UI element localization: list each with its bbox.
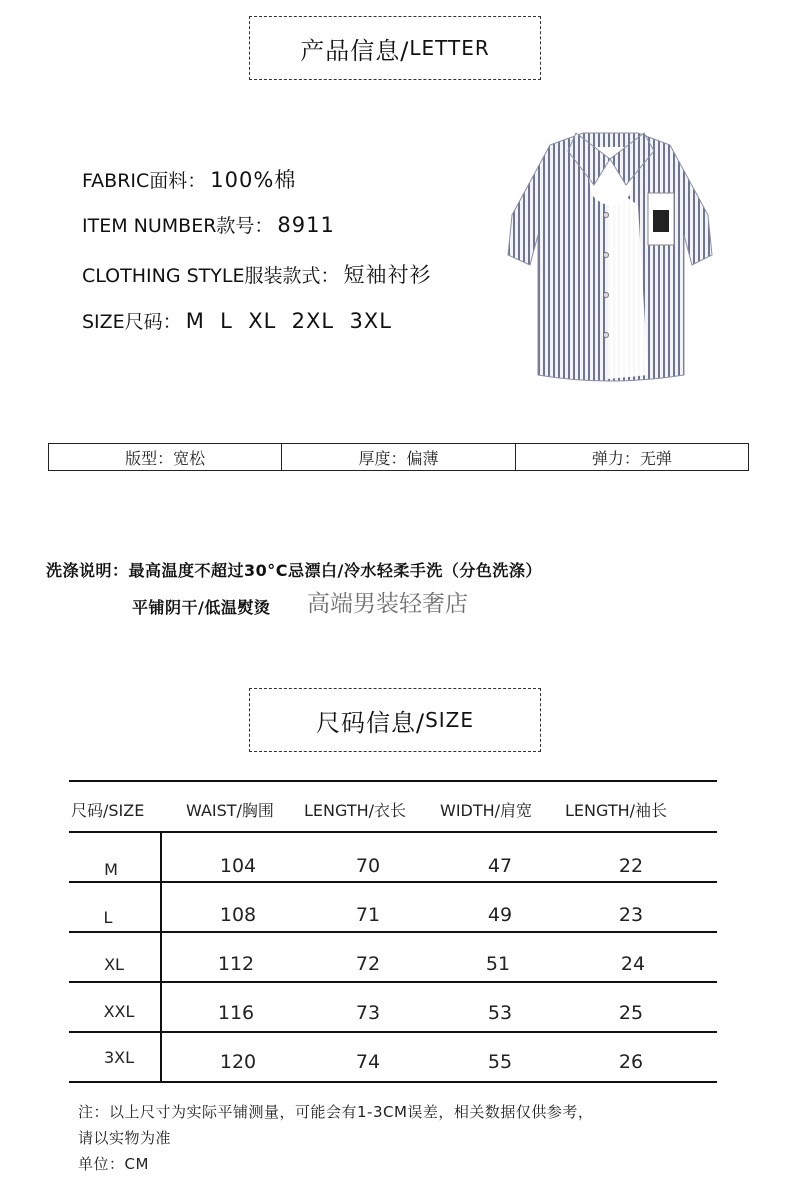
cell-sleeve: 23 — [618, 904, 644, 926]
spec-clothing-style — [82, 259, 431, 289]
cell-width: 51 — [485, 953, 511, 975]
cell-waist: 104 — [219, 855, 257, 877]
cell-sleeve: 26 — [618, 1051, 644, 1073]
table-divider — [160, 832, 162, 1082]
table-rule — [69, 931, 717, 933]
attr-fit: 版型：宽松 — [49, 444, 282, 470]
header-length: LENGTH/衣长 — [304, 801, 407, 820]
table-rule — [69, 831, 717, 833]
header-sleeve: LENGTH/袖长 — [565, 801, 668, 820]
header-waist: WAIST/胸围 — [186, 801, 274, 820]
table-rule — [69, 1081, 717, 1083]
spec-size — [82, 307, 392, 334]
cell-length: 74 — [355, 1051, 381, 1073]
spec-value: 8911 — [277, 213, 335, 237]
spec-value: M L XL 2XL 3XL — [185, 309, 392, 333]
cell-width: 47 — [487, 855, 513, 877]
cell-sleeve: 24 — [620, 953, 646, 975]
note-line1: 注：以上尺寸为实际平铺测量，可能会有1-3CM误差，相关数据仅供参考， — [78, 1103, 594, 1121]
cell-width: 53 — [487, 1002, 513, 1024]
spec-label: CLOTHING STYLE服装款式： — [82, 265, 340, 287]
shirt-image — [498, 125, 724, 387]
spec-label: ITEM NUMBER款号： — [82, 215, 274, 237]
cell-length: 72 — [355, 953, 381, 975]
cell-length: 73 — [355, 1002, 381, 1024]
table-rule — [69, 981, 717, 983]
size-info-title-en: SIZE — [425, 708, 475, 732]
cell-width: 49 — [487, 904, 513, 926]
table-rule — [69, 1031, 717, 1033]
cell-sleeve: 25 — [618, 1002, 644, 1024]
note-line2: 请以实物为准 — [78, 1129, 172, 1147]
size-info-title-cn: 尺码信息/ — [315, 708, 426, 737]
cell-length: 70 — [355, 855, 381, 877]
size-label: L — [103, 908, 113, 927]
table-rule — [69, 780, 717, 782]
product-info-title-en: LETTER — [409, 36, 490, 60]
spec-item-number — [82, 211, 335, 238]
cell-sleeve: 22 — [618, 855, 644, 877]
size-label: 3XL — [103, 1048, 135, 1067]
washing-line2: 平铺阴干/低温熨烫 — [132, 598, 271, 617]
watermark: 高端男装轻奢店 — [307, 591, 468, 617]
size-label: XL — [104, 955, 124, 974]
cell-width: 55 — [487, 1051, 513, 1073]
header-size: 尺码/SIZE — [71, 801, 145, 820]
header-width: WIDTH/肩宽 — [440, 801, 533, 820]
product-info-title-cn: 产品信息/ — [300, 36, 410, 65]
cell-length: 71 — [355, 904, 381, 926]
spec-value: 短袖衬衫 — [343, 263, 432, 287]
spec-label: FABRIC面料： — [82, 170, 207, 192]
size-label: XXL — [103, 1002, 135, 1021]
spec-label: SIZE尺码： — [82, 311, 182, 333]
spec-value: 100%棉 — [210, 168, 297, 192]
cell-waist: 108 — [219, 904, 257, 926]
cell-waist: 112 — [217, 953, 255, 975]
cell-waist: 120 — [219, 1051, 257, 1073]
spec-fabric — [82, 164, 296, 194]
size-info-title — [249, 688, 541, 752]
washing-line1: 洗涤说明：最高温度不超过30°C忌漂白/冷水轻柔手洗（分色洗涤） — [46, 561, 542, 580]
attr-thickness: 厚度：偏薄 — [282, 444, 515, 470]
product-info-title — [249, 16, 541, 80]
table-rule — [69, 881, 717, 883]
cell-waist: 116 — [217, 1002, 255, 1024]
attribute-table — [48, 443, 749, 471]
note-unit: 单位：CM — [78, 1155, 149, 1173]
size-label: M — [104, 860, 118, 879]
attr-elasticity: 弹力：无弹 — [591, 448, 672, 468]
